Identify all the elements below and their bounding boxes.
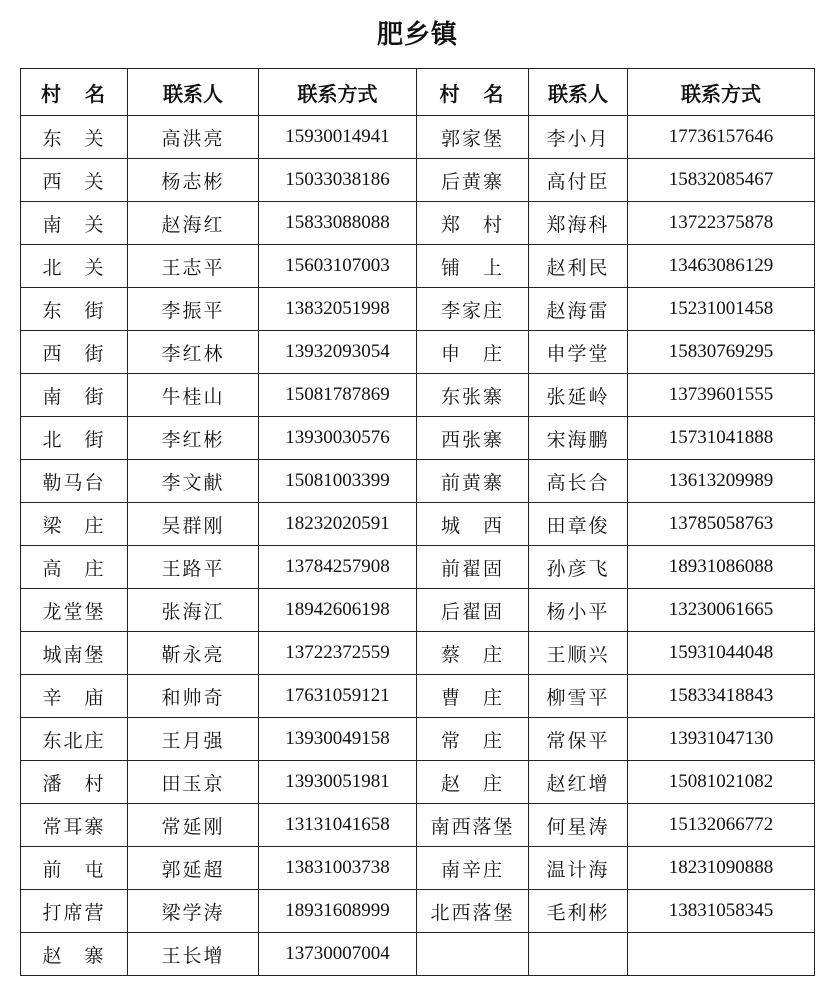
right-contact-cell: 宋海鹏	[529, 417, 628, 460]
right-contact-cell	[529, 933, 628, 976]
left-contact-cell: 梁学涛	[128, 890, 259, 933]
right-village-cell: 城 西	[417, 503, 529, 546]
left-village-cell: 南 关	[21, 202, 128, 245]
table-row	[21, 460, 815, 503]
left-contact-cell: 杨志彬	[128, 159, 259, 202]
header-contact-right: 联系人	[529, 69, 628, 116]
table-row	[21, 890, 815, 933]
right-contact-cell: 温计海	[529, 847, 628, 890]
left-contact-cell: 王月强	[128, 718, 259, 761]
right-village-cell: 蔡 庄	[417, 632, 529, 675]
header-phone-right: 联系方式	[628, 69, 815, 116]
right-village-cell: 李家庄	[417, 288, 529, 331]
left-village-cell: 南 街	[21, 374, 128, 417]
right-village-cell: 郑 村	[417, 202, 529, 245]
table-row	[21, 632, 815, 675]
left-village-cell: 梁 庄	[21, 503, 128, 546]
right-phone-cell: 13722375878	[628, 202, 815, 245]
left-village-cell: 北 街	[21, 417, 128, 460]
left-phone-cell: 17631059121	[259, 675, 417, 718]
right-contact-cell: 赵利民	[529, 245, 628, 288]
right-phone-cell: 15132066772	[628, 804, 815, 847]
right-contact-cell: 张延岭	[529, 374, 628, 417]
right-phone-cell: 18231090888	[628, 847, 815, 890]
left-phone-cell: 13930051981	[259, 761, 417, 804]
left-contact-cell: 田玉京	[128, 761, 259, 804]
left-contact-cell: 李文献	[128, 460, 259, 503]
left-phone-cell: 18931608999	[259, 890, 417, 933]
right-village-cell: 东张寨	[417, 374, 529, 417]
right-phone-cell: 15832085467	[628, 159, 815, 202]
right-contact-cell: 赵红增	[529, 761, 628, 804]
left-village-cell: 东 街	[21, 288, 128, 331]
header-row	[21, 69, 815, 116]
right-village-cell: 赵 庄	[417, 761, 529, 804]
left-phone-cell: 15081003399	[259, 460, 417, 503]
left-contact-cell: 李红林	[128, 331, 259, 374]
right-phone-cell: 13739601555	[628, 374, 815, 417]
left-village-cell: 赵 寨	[21, 933, 128, 976]
right-contact-cell: 毛利彬	[529, 890, 628, 933]
left-village-cell: 龙堂堡	[21, 589, 128, 632]
right-phone-cell: 15931044048	[628, 632, 815, 675]
left-contact-cell: 靳永亮	[128, 632, 259, 675]
right-contact-cell: 柳雪平	[529, 675, 628, 718]
right-contact-cell: 王顺兴	[529, 632, 628, 675]
right-contact-cell: 郑海科	[529, 202, 628, 245]
right-village-cell: 申 庄	[417, 331, 529, 374]
contact-table	[20, 68, 815, 976]
left-phone-cell: 15930014941	[259, 116, 417, 159]
right-phone-cell: 15833418843	[628, 675, 815, 718]
left-contact-cell: 郭延超	[128, 847, 259, 890]
left-phone-cell: 13831003738	[259, 847, 417, 890]
right-village-cell: 后黄寨	[417, 159, 529, 202]
left-village-cell: 西 街	[21, 331, 128, 374]
left-contact-cell: 王志平	[128, 245, 259, 288]
right-village-cell: 后翟固	[417, 589, 529, 632]
left-phone-cell: 13832051998	[259, 288, 417, 331]
left-contact-cell: 和帅奇	[128, 675, 259, 718]
right-phone-cell: 13463086129	[628, 245, 815, 288]
right-phone-cell: 13931047130	[628, 718, 815, 761]
header-village-left: 村 名	[21, 69, 128, 116]
right-phone-cell: 13785058763	[628, 503, 815, 546]
table-row	[21, 374, 815, 417]
left-phone-cell: 13930049158	[259, 718, 417, 761]
table-row	[21, 546, 815, 589]
right-contact-cell: 孙彦飞	[529, 546, 628, 589]
table-row	[21, 847, 815, 890]
header-phone-left: 联系方式	[259, 69, 417, 116]
left-village-cell: 城南堡	[21, 632, 128, 675]
left-contact-cell: 李红彬	[128, 417, 259, 460]
table-row	[21, 202, 815, 245]
table-row	[21, 331, 815, 374]
right-village-cell: 铺 上	[417, 245, 529, 288]
right-contact-cell: 高长合	[529, 460, 628, 503]
left-phone-cell: 18232020591	[259, 503, 417, 546]
table-row	[21, 933, 815, 976]
right-contact-cell: 常保平	[529, 718, 628, 761]
left-village-cell: 辛 庙	[21, 675, 128, 718]
right-contact-cell: 杨小平	[529, 589, 628, 632]
right-phone-cell: 13230061665	[628, 589, 815, 632]
right-village-cell: 前翟固	[417, 546, 529, 589]
left-phone-cell: 18942606198	[259, 589, 417, 632]
left-village-cell: 东 关	[21, 116, 128, 159]
table-row	[21, 503, 815, 546]
right-contact-cell: 高付臣	[529, 159, 628, 202]
right-phone-cell	[628, 933, 815, 976]
left-phone-cell: 13932093054	[259, 331, 417, 374]
left-village-cell: 勒马台	[21, 460, 128, 503]
right-village-cell: 北西落堡	[417, 890, 529, 933]
left-phone-cell: 15603107003	[259, 245, 417, 288]
table-row	[21, 761, 815, 804]
left-village-cell: 北 关	[21, 245, 128, 288]
left-village-cell: 东北庄	[21, 718, 128, 761]
right-phone-cell: 13831058345	[628, 890, 815, 933]
right-contact-cell: 申学堂	[529, 331, 628, 374]
right-village-cell: 前黄寨	[417, 460, 529, 503]
left-phone-cell: 13784257908	[259, 546, 417, 589]
left-village-cell: 潘 村	[21, 761, 128, 804]
right-village-cell: 常 庄	[417, 718, 529, 761]
right-phone-cell: 17736157646	[628, 116, 815, 159]
right-village-cell	[417, 933, 529, 976]
table-row	[21, 417, 815, 460]
right-phone-cell: 18931086088	[628, 546, 815, 589]
left-village-cell: 常耳寨	[21, 804, 128, 847]
right-contact-cell: 李小月	[529, 116, 628, 159]
left-phone-cell: 15033038186	[259, 159, 417, 202]
left-contact-cell: 王路平	[128, 546, 259, 589]
table-row	[21, 589, 815, 632]
right-phone-cell: 13613209989	[628, 460, 815, 503]
left-village-cell: 打席营	[21, 890, 128, 933]
left-village-cell: 西 关	[21, 159, 128, 202]
table-row	[21, 159, 815, 202]
left-contact-cell: 赵海红	[128, 202, 259, 245]
left-phone-cell: 13730007004	[259, 933, 417, 976]
left-contact-cell: 吴群刚	[128, 503, 259, 546]
right-phone-cell: 15731041888	[628, 417, 815, 460]
table-row	[21, 804, 815, 847]
table-row	[21, 675, 815, 718]
right-village-cell: 曹 庄	[417, 675, 529, 718]
left-phone-cell: 13722372559	[259, 632, 417, 675]
table-row	[21, 288, 815, 331]
left-contact-cell: 高洪亮	[128, 116, 259, 159]
left-phone-cell: 15833088088	[259, 202, 417, 245]
right-contact-cell: 赵海雷	[529, 288, 628, 331]
left-contact-cell: 常延刚	[128, 804, 259, 847]
right-village-cell: 西张寨	[417, 417, 529, 460]
right-contact-cell: 田章俊	[529, 503, 628, 546]
right-village-cell: 南西落堡	[417, 804, 529, 847]
right-phone-cell: 15830769295	[628, 331, 815, 374]
page-title: 肥乡镇	[376, 20, 458, 50]
right-phone-cell: 15231001458	[628, 288, 815, 331]
left-contact-cell: 牛桂山	[128, 374, 259, 417]
header-village-right: 村 名	[417, 69, 529, 116]
table-row	[21, 116, 815, 159]
left-phone-cell: 13131041658	[259, 804, 417, 847]
left-village-cell: 高 庄	[21, 546, 128, 589]
table-row	[21, 718, 815, 761]
right-contact-cell: 何星涛	[529, 804, 628, 847]
header-contact-left: 联系人	[128, 69, 259, 116]
left-contact-cell: 张海江	[128, 589, 259, 632]
right-village-cell: 南辛庄	[417, 847, 529, 890]
left-contact-cell: 王长增	[128, 933, 259, 976]
left-phone-cell: 15081787869	[259, 374, 417, 417]
table-row	[21, 245, 815, 288]
left-phone-cell: 13930030576	[259, 417, 417, 460]
left-contact-cell: 李振平	[128, 288, 259, 331]
left-village-cell: 前 屯	[21, 847, 128, 890]
right-village-cell: 郭家堡	[417, 116, 529, 159]
right-phone-cell: 15081021082	[628, 761, 815, 804]
